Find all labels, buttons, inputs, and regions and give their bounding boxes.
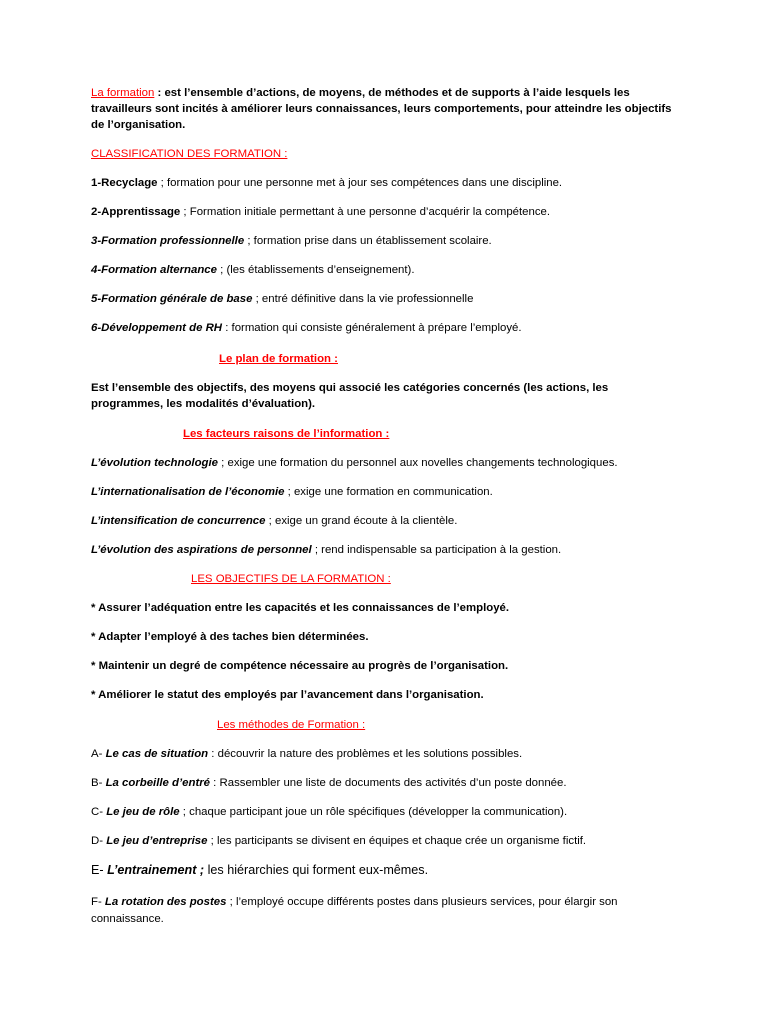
methode-item-d [91, 833, 680, 849]
classification-item-3 [91, 233, 680, 249]
facteur-item-2 [91, 484, 680, 500]
classification-term: 5-Formation générale de base [91, 293, 253, 305]
plan-text: Est l’ensemble des objectifs, des moyens qui associé les catégories concernés (les actions, les programmes, les modalités d’évaluation). [91, 382, 609, 410]
facteur-text: ; exige une formation en communication. [284, 486, 493, 498]
methode-prefix: E- [91, 863, 108, 877]
classification-text: ; (les établissements d’enseignement). [216, 264, 415, 276]
intro-paragraph [91, 85, 680, 133]
methode-text: : découvrir la nature des problèmes et les solutions possibles. [208, 748, 523, 760]
methode-item-e [91, 862, 680, 878]
methode-text: ; l’employé occupe différents postes dans plusieurs services, pour élargir son connaissance. [91, 896, 618, 925]
methode-item-b [91, 775, 680, 791]
methode-term: Le cas de situation [105, 748, 209, 760]
classification-heading: CLASSIFICATION DES FORMATION : [91, 148, 288, 160]
methode-text: ; chaque participant joue un rôle spécifiques (développer la communication). [179, 806, 568, 818]
classification-item-2 [91, 204, 680, 220]
classification-item-4 [91, 262, 680, 278]
methode-item-a [91, 746, 680, 762]
facteur-term: L’évolution technologie [91, 457, 218, 469]
classification-text: ; entré définitive dans la vie professionnelle [252, 293, 474, 305]
classification-text: ; Formation initiale permettant à une personne d’acquérir la compétence. [180, 206, 551, 218]
classification-text: ; formation prise dans un établissement scolaire. [244, 235, 492, 247]
plan-heading: Le plan de formation : [219, 353, 338, 365]
facteur-term: L’intensification de concurrence [91, 515, 266, 527]
facteur-text: ; exige un grand écoute à la clientèle. [265, 515, 458, 527]
classification-item-6 [91, 320, 680, 336]
methode-text: ; les participants se divisent en équipes et chaque crée un organisme fictif. [207, 835, 587, 847]
objectif-text: * Assurer l’adéquation entre les capacités et les connaissances de l’employé. [91, 602, 510, 614]
objectifs-heading-line [91, 571, 680, 587]
methode-prefix: D- [91, 835, 107, 847]
facteurs-heading: Les facteurs raisons de l’information : [183, 428, 390, 440]
classification-text: : formation qui consiste généralement à prépare l’employé. [222, 322, 522, 334]
classification-term: 1-Recyclage [91, 177, 158, 189]
methode-prefix: B- [91, 777, 106, 789]
methodes-heading: Les méthodes de Formation : [217, 719, 366, 731]
facteur-term: L’internationalisation de l’économie [91, 486, 285, 498]
facteur-text: ; exige une formation du personnel aux novelles changements technologiques. [217, 457, 618, 469]
objectif-item-1 [91, 600, 680, 616]
facteur-text: ; rend indispensable sa participation à la gestion. [311, 544, 562, 556]
methode-prefix: F- [91, 896, 105, 908]
facteur-term: L’évolution des aspirations de personnel [91, 544, 312, 556]
classification-text: ; formation pour une personne met à jour ses compétences dans une discipline. [157, 177, 563, 189]
methode-term: Le jeu de rôle [106, 806, 180, 818]
intro-term: La formation [91, 87, 155, 99]
methode-term: La corbeille d’entré [105, 777, 211, 789]
methode-term: Le jeu d’entreprise [106, 835, 208, 847]
facteur-item-1 [91, 455, 680, 471]
plan-heading-line [91, 351, 680, 367]
objectif-text: * Améliorer le statut des employés par l’avancement dans l’organisation. [91, 689, 484, 701]
intro-text: : est l’ensemble d’actions, de moyens, de méthodes et de supports à l’aide lesquels les travailleurs sont incités à améliorer leurs connaissances, leurs comportements, pour atteindre les objectifs de l’organisation. [91, 87, 672, 131]
methode-prefix: C- [91, 806, 107, 818]
methodes-heading-line [91, 717, 680, 733]
objectif-item-2 [91, 629, 680, 645]
classification-item-1 [91, 175, 680, 191]
facteurs-heading-line [91, 426, 680, 442]
classification-term: 6-Développement de RH [91, 322, 223, 334]
methode-item-c [91, 804, 680, 820]
facteur-item-3 [91, 513, 680, 529]
plan-paragraph [91, 380, 680, 412]
methode-text: les hiérarchies qui forment eux-mêmes. [204, 863, 429, 877]
classification-term: 4-Formation alternance [91, 264, 217, 276]
objectif-text: * Adapter l’employé à des taches bien déterminées. [91, 631, 369, 643]
objectif-item-3 [91, 658, 680, 674]
classification-term: 3-Formation professionnelle [91, 235, 245, 247]
classification-term: 2-Apprentissage [91, 206, 181, 218]
methode-term: La rotation des postes [104, 896, 227, 908]
methode-item-f [91, 894, 680, 928]
objectif-item-4 [91, 687, 680, 703]
objectif-text: * Maintenir un degré de compétence nécessaire au progrès de l’organisation. [91, 660, 509, 672]
objectifs-heading: LES OBJECTIFS DE LA FORMATION : [191, 573, 391, 585]
methode-term: L’entrainement ; [107, 863, 205, 877]
methode-text: : Rassembler une liste de documents des activités d’un poste donnée. [210, 777, 567, 789]
methode-prefix: A- [91, 748, 106, 760]
classification-item-5 [91, 291, 680, 307]
facteur-item-4 [91, 542, 680, 558]
